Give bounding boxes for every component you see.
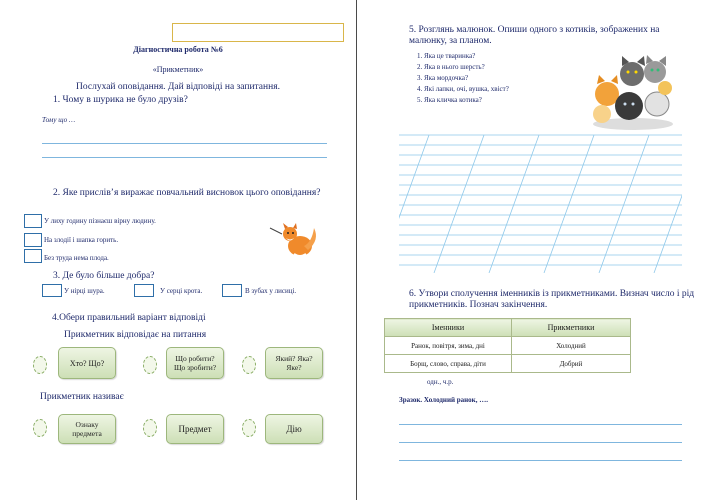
table-cell: Борщ, слово, справа, діти [385,355,512,373]
plan-item-4: 4. Які лапки, очі, вушка, хвіст? [417,85,509,93]
table-cell: Холодний [512,337,631,355]
nouns-adjectives-table [384,318,631,373]
table-header-row [385,319,631,337]
table-row [385,337,631,355]
checkbox-q3-3[interactable] [222,284,242,297]
q3-option-1: У нірці шура. [64,287,105,295]
gender-note: одн., ч.р. [427,378,454,386]
answer-line-2[interactable] [399,442,682,443]
question-4a: Прикметник відповідає на питання [64,330,207,340]
page-subtitle: «Прикметник» [152,65,204,74]
q3-option-2: У серці крота. [160,287,203,295]
question-2: 2. Яке прислів’я виражає повчальний висновок цього оповідання? [53,188,321,198]
instruction: Послухай оповідання. Дай відповіді на запитання. [76,82,280,92]
header-nouns: Іменники [385,319,512,337]
q4a-option-3[interactable]: Який? Яка? Яке? [265,347,323,379]
plan-item-5: 5. Яка кличка котика? [417,96,482,104]
answer-line-3[interactable] [399,460,682,461]
plan-item-1: 1. Яка це тваринка? [417,52,476,60]
answer-line-1[interactable] [42,143,327,144]
answer-prefix: Тому що … [42,116,76,124]
checkbox-q3-1[interactable] [42,284,62,297]
right-page [357,0,712,500]
writing-grid[interactable] [399,133,682,273]
question-3: 3. Де було більше добра? [53,271,155,281]
q4b-option-2[interactable]: Предмет [166,414,224,444]
checkbox-q2-1[interactable] [24,214,42,228]
fox-illustration [268,220,320,260]
plan-item-2: 2. Яка в нього шерсть? [417,63,485,71]
answer-line-2[interactable] [42,157,327,158]
question-4b: Прикметник називає [40,392,124,402]
checkbox-q3-2[interactable] [134,284,154,297]
radio-q4b-3[interactable] [242,419,256,437]
table-cell: Добрий [512,355,631,373]
q4b-option-3[interactable]: Дію [265,414,323,444]
q4b-option-1[interactable]: Ознаку предмета [58,414,116,444]
q3-option-3: В зубах у лисиці. [245,287,297,295]
question-5: 5. Розглянь малюнок. Опиши одного з котиків, зображених на малюнку, за планом. [409,25,660,46]
q2-option-1: У лиху годину пізнаєш вірну людину. [44,217,156,225]
question-1: 1. Чому в шурика не було друзів? [53,95,188,105]
radio-q4a-2[interactable] [143,356,157,374]
question-6: 6. Утвори сполучення іменників із прикметниками. Визнач число і рід прикметників. Познач закінчення. [409,289,695,310]
radio-q4b-1[interactable] [33,419,47,437]
q4a-option-1[interactable]: Хто? Що? [58,347,116,379]
checkbox-q2-3[interactable] [24,249,42,263]
header-adjectives: Прикметники [512,319,631,337]
q2-option-2: На злодії і шапка горить. [44,236,119,244]
q2-option-3: Без труда нема плода. [44,254,109,262]
q4a-option-2[interactable]: Що робити? Що зробити? [166,347,224,379]
question-4: 4.Обери правильний варіант відповіді [52,313,206,323]
plan-item-3: 3. Яка мордочка? [417,74,469,82]
page-title: Діагностична робота №6 [133,45,223,54]
checkbox-q2-2[interactable] [24,233,42,247]
name-field[interactable] [172,23,344,42]
example-text: Зразок. Холодний ранок, …. [399,396,488,404]
radio-q4b-2[interactable] [143,419,157,437]
radio-q4a-1[interactable] [33,356,47,374]
cats-illustration [587,44,677,132]
radio-q4a-3[interactable] [242,356,256,374]
table-row [385,355,631,373]
table-cell: Ранок, повітря, зима, дні [385,337,512,355]
answer-line-1[interactable] [399,424,682,425]
